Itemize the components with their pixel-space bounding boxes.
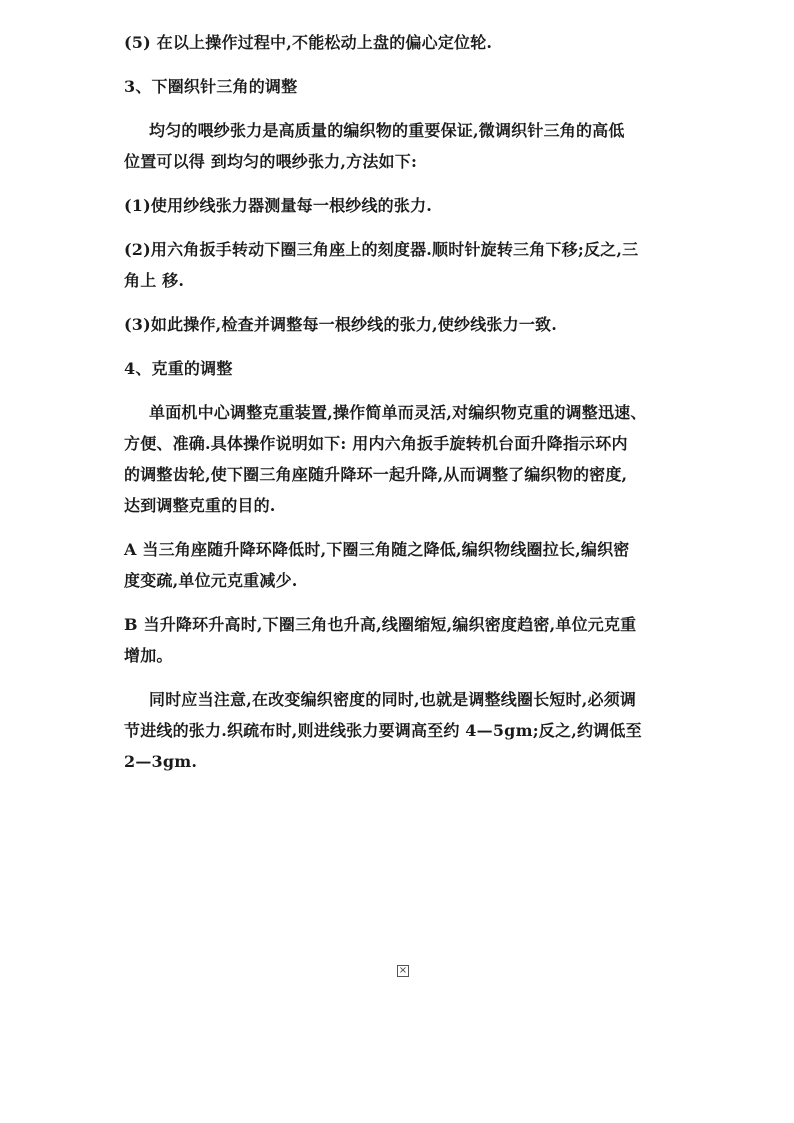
paragraph-step-1 [124,190,690,221]
text-line: 同时应当注意,在改变编织密度的同时,也就是调整线圈长短时,必须调 [149,690,637,709]
text-line: 3、下圈织针三角的调整 [124,77,298,96]
text-line: (2)用六角扳手转动下圈三角座上的刻度器.顺时针旋转三角下移;反之,三 [124,240,639,259]
section-heading-4 [124,353,690,384]
paragraph-note [124,684,690,777]
text-line: 4、克重的调整 [124,359,233,378]
text-line: A 当三角座随升降环降低时,下圈三角随之降低,编织物线圈拉长,编织密 [124,540,630,559]
broken-image-icon: × [398,965,408,976]
text-line: 单面机中心调整克重装置,操作简单而灵活,对编织物克重的调整迅速、 [149,403,647,422]
section-heading-3 [124,71,690,102]
document-body [124,27,690,790]
text-line: 增加。 [124,646,173,665]
text-line: (3)如此操作,检查并调整每一根纱线的张力,使纱线张力一致. [124,315,557,334]
text-line: 度变疏,单位元克重减少. [124,571,298,590]
paragraph-tension-intro [124,115,690,177]
text-line: 均匀的喂纱张力是高质量的编织物的重要保证,微调织针三角的高低 [149,121,625,140]
paragraph-item-5 [124,27,690,58]
text-line: 的调整齿轮,使下圈三角座随升降环一起升降,从而调整了编织物的密度, [124,465,628,484]
text-line: B 当升降环升高时,下圈三角也升高,线圈缩短,编织密度趋密,单位元克重 [124,615,637,634]
paragraph-step-3 [124,309,690,340]
text-line: (5) 在以上操作过程中,不能松动上盘的偏心定位轮. [124,33,493,52]
text-line: 位置可以得 到均匀的喂纱张力,方法如下: [124,152,418,171]
paragraph-case-b [124,609,690,671]
text-line: 节进线的张力.织疏布时,则进线张力要调高至约 4—5gm;反之,约调低至 [124,721,642,740]
text-line: 方便、准确.具体操作说明如下: 用内六角扳手旋转机台面升降指示环内 [124,434,628,453]
paragraph-weight-intro [124,397,690,521]
text-line: 角上 移. [124,271,185,290]
text-line: 2—3gm. [124,752,198,771]
paragraph-step-2 [124,234,690,296]
paragraph-case-a [124,534,690,596]
text-line: 达到调整克重的目的. [124,496,276,515]
text-line: (1)使用纱线张力器测量每一根纱线的张力. [124,196,433,215]
